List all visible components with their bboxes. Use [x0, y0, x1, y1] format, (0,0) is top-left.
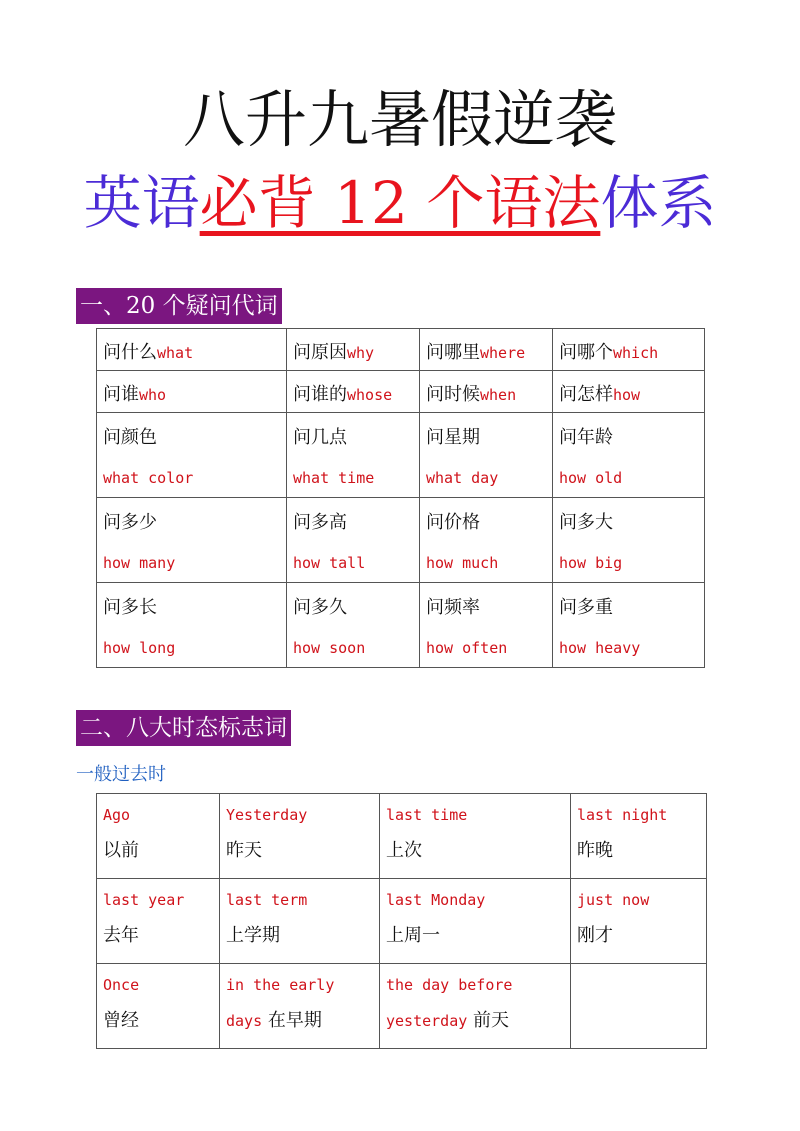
subtitle-part-3: 体系 [600, 169, 717, 237]
table-cell: 问多少 how many [97, 498, 287, 583]
table-cell: last Monday 上周一 [380, 879, 571, 964]
table-cell: 问怎样how [553, 371, 705, 413]
table-cell: 问哪个which [553, 329, 705, 371]
table-cell: Once 曾经 [97, 964, 220, 1049]
section-1-heading: 一、20 个疑问代词 [76, 288, 282, 324]
past-tense-markers-table [96, 793, 707, 1049]
table-cell: 问时候when [420, 371, 553, 413]
table-cell: Ago 以前 [97, 794, 220, 879]
table-cell: in the early days 在早期 [220, 964, 380, 1049]
section-2-heading: 二、八大时态标志词 [76, 710, 291, 746]
table-cell: 问颜色 what color [97, 413, 287, 498]
table-cell: last term 上学期 [220, 879, 380, 964]
table-cell: last time 上次 [380, 794, 571, 879]
table-row [97, 329, 705, 371]
table-cell: 问频率 how often [420, 583, 553, 668]
table-cell: 问哪里where [420, 329, 553, 371]
table-row [97, 964, 707, 1049]
table-row [97, 498, 705, 583]
table-cell: 问谁who [97, 371, 287, 413]
table-cell: 问什么what [97, 329, 287, 371]
table-cell: last night 昨晚 [571, 794, 707, 879]
subtitle-part-1: 英语 [83, 169, 200, 237]
interrogative-words-table [96, 328, 705, 668]
table-cell: just now 刚才 [571, 879, 707, 964]
table-cell: 问年龄 how old [553, 413, 705, 498]
table-cell: the day before yesterday 前天 [380, 964, 571, 1049]
document-subtitle [0, 165, 800, 241]
table-row [97, 371, 705, 413]
table-cell: Yesterday 昨天 [220, 794, 380, 879]
table-cell: 问星期 what day [420, 413, 553, 498]
table-cell: 问原因why [287, 329, 420, 371]
table-row [97, 879, 707, 964]
section-2-subheading: 一般过去时 [76, 764, 166, 785]
table-row [97, 583, 705, 668]
table-cell: 问多重 how heavy [553, 583, 705, 668]
table-row [97, 413, 705, 498]
table-cell: 问几点 what time [287, 413, 420, 498]
subtitle-part-2: 必背 12 个语法 [199, 169, 601, 237]
table-cell: 问谁的whose [287, 371, 420, 413]
table-cell: 问多久 how soon [287, 583, 420, 668]
table-cell: last year 去年 [97, 879, 220, 964]
document-title: 八升九暑假逆袭 [182, 83, 617, 156]
table-cell: 问多大 how big [553, 498, 705, 583]
table-cell: 问多长 how long [97, 583, 287, 668]
table-cell: 问多高 how tall [287, 498, 420, 583]
table-row [97, 794, 707, 879]
table-cell-empty [571, 964, 707, 1049]
table-cell: 问价格 how much [420, 498, 553, 583]
